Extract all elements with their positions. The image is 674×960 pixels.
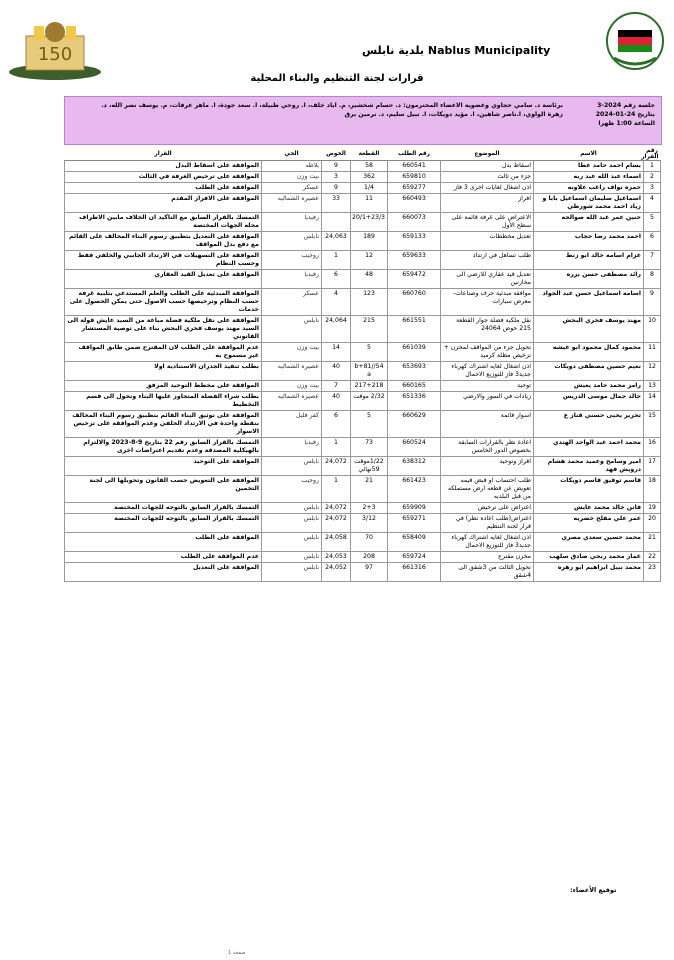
cell-subject: اسوار قائمة [441,411,534,438]
cell-idx: 22 [644,552,661,563]
cell-req: 653693 [388,362,441,381]
nablus-anniversary-logo [6,8,104,82]
cell-name: عزام اسامه خالد ابو زنط [534,251,644,270]
cell-parcel: 97 [351,563,388,582]
cell-basin: 24,063 [322,232,351,251]
cell-decision: التمسك بالقرار السابق بالتوجه للجهات المختصة [65,514,262,533]
municipality-name: بلدية نابلس Nablus Municipality [362,44,551,57]
cell-req: 659810 [388,172,441,183]
cell-subject: تعديل مخططات [441,232,534,251]
table-row [65,476,661,503]
cell-district: نابلس [262,514,322,533]
cell-decision: بطلب تنفيذ الجدران الاستنادية اولا [65,362,262,381]
cell-basin: 24,064 [322,316,351,343]
col-idx: رقم القرار [641,148,659,160]
cell-idx: 12 [644,362,661,381]
cell-name: تحرير يحيى حسني قناز ع [534,411,644,438]
cell-name: حنين عمر عبد الله صوالحه [534,213,644,232]
cell-basin: 1 [322,476,351,503]
cell-idx: 14 [644,392,661,411]
table-row [65,438,661,457]
cell-name: احمد محمد رضا حجاب [534,232,644,251]
cell-parcel: 11 [351,194,388,213]
cell-district: نابلس [262,533,322,552]
table-header-row [65,148,661,161]
table-row [65,213,661,232]
cell-name: محمد نبيل ابراهيم ابو زهره [534,563,644,582]
cell-req: 660493 [388,194,441,213]
cell-district: نابلس [262,552,322,563]
cell-subject: اسقاط بدل [441,161,534,172]
cell-basin: 24,072 [322,457,351,476]
cell-basin: 24,052 [322,563,351,582]
cell-decision: التمسك بالقرار السابق رقم 22 بتاريخ 9-8-2023 والالتزام بالهيكلية المصدقة وعدم تقديم اعتراضات اخرى [65,438,262,457]
session-number: جلسة رقم 2024-3 [597,102,655,109]
municipality-emblem [604,10,666,72]
cell-subject: اعتراض على ترخيص [441,503,534,514]
cell-parcel: 208 [351,552,388,563]
cell-subject: جزء من ثالث [441,172,534,183]
col-parcel: القطعة [351,148,388,161]
cell-basin: 40 [322,392,351,411]
cell-subject: طلب تساهل في ارتداد [441,251,534,270]
cell-req: 660073 [388,213,441,232]
cell-basin: 3 [322,172,351,183]
cell-district: نابلس [262,563,322,582]
cell-req: 661423 [388,476,441,503]
cell-basin: 4 [322,289,351,316]
cell-name: فاتن خالد محمد عايش [534,503,644,514]
cell-idx: 18 [644,476,661,503]
cell-idx: 23 [644,563,661,582]
cell-idx: 5 [644,213,661,232]
cell-parcel: 2+3 [351,503,388,514]
cell-name: محمود كمال محمود ابو عيشه [534,343,644,362]
cell-idx: 8 [644,270,661,289]
table-row [65,161,661,172]
cell-basin: 24,058 [322,533,351,552]
cell-subject: اذن اشغال لغايه اشتراك كهرباء جديد3 فاز للتوزيع الاحمال [441,362,534,381]
cell-basin: 24,053 [322,552,351,563]
cell-district: كفر قليل [262,411,322,438]
cell-req: 659133 [388,232,441,251]
cell-basin: 33 [322,194,351,213]
cell-subject: نقل ملكية فضلة جوار القطعة 215 حوض 24064 [441,316,534,343]
cell-district: روجيب [262,251,322,270]
cell-subject: موافقة مبدئية حرف وصناعات- معرض سيارات [441,289,534,316]
cell-district: رفيديا [262,438,322,457]
cell-name: قاسم توفيق قاسم دويكات [534,476,644,503]
cell-req: 660760 [388,289,441,316]
cell-parcel: 215 [351,316,388,343]
session-meta [571,101,655,128]
table-row [65,362,661,381]
table-row [65,533,661,552]
cell-basin: 6 [322,270,351,289]
table-row [65,289,661,316]
table-row [65,172,661,183]
cell-decision: الموافقة المبدئية على الطلب والعلم المستدعي بتلبية غرفة حسب النظام وترخيصها حسب الاصول حتى يمكن الحصول على خدمات [65,289,262,316]
cell-decision: عدم الموافقة على الطلب [65,552,262,563]
cell-district: نابلس [262,232,322,251]
cell-subject: اذن اشغال لغايه اشتراك كهرباء جديد3 فاز للتوزيع الاحمال [441,533,534,552]
cell-subject: تحويل جزء من المواقف لمخزن + ترخيص مظلة كرميد [441,343,534,362]
cell-req: 659724 [388,552,441,563]
cell-name: رامز محمد حامد يعيش [534,381,644,392]
session-info-box [64,96,662,145]
page-header [0,0,674,90]
cell-decision: الموافقة على نقل ملكية فضلة مباعة من السيد عايش قولة الى السيد مهند يوسف فخري البحش بناء على توصية المستشار القانوني [65,316,262,343]
cell-idx: 21 [644,533,661,552]
cell-subject: توحيد [441,381,534,392]
cell-idx: 16 [644,438,661,457]
cell-parcel: 5 [351,411,388,438]
cell-req: 658409 [388,533,441,552]
cell-parcel: 58 [351,161,388,172]
cell-name: رائد مصطفى حسن بزره [534,270,644,289]
cell-district: نابلس [262,316,322,343]
cell-decision: الموافقة على التوحيد [65,457,262,476]
cell-parcel: b+81//54 a [351,362,388,381]
table-row [65,270,661,289]
cell-req: 661316 [388,563,441,582]
decisions-table [64,148,661,582]
cell-district: عصيره الشماليه [262,194,322,213]
cell-req: 661039 [388,343,441,362]
cell-req: 659472 [388,270,441,289]
table-row [65,316,661,343]
table-row [65,183,661,194]
cell-parcel: 5 [351,343,388,362]
cell-req: 659277 [388,183,441,194]
page-title: قرارات لجنة التنظيم والبناء المحلية [250,73,424,84]
cell-decision: الموافقة على توثيق البناء القائم بتطبيق رسوم البناء المخالف بنقطة واحدة في الارتداد الخلفي وعدم الموافقة على ترخيص الاسوار [65,411,262,438]
members-line-2: زهرة الواوي، ا.ناصر شاهين، ا. مؤيد دويكات، ا. نبيل سليم، د. نرمين برق [344,111,563,118]
cell-decision: الموافقة على التسهيلات في الارتداد الجانبي والخلفي فقط وحسب النظام [65,251,262,270]
col-basin: الحوض [322,148,351,161]
cell-decision: الموافقة على الافراز المقدم [65,194,262,213]
cell-decision: الموافقة على ترخيص الغرفة في الثالث [65,172,262,183]
col-district: الحي [262,148,322,161]
cell-decision: التمسك بالقرار السابق بالتوجه للجهات المختصة [65,503,262,514]
table-row [65,381,661,392]
cell-parcel: 217+218 [351,381,388,392]
cell-decision: الموافقة على اسقاط البدل [65,161,262,172]
members-list [83,101,563,119]
cell-district: روجيب [262,476,322,503]
cell-name: عمار محمد ربحي صادق سلهب [534,552,644,563]
table-row [65,343,661,362]
cell-basin: 40 [322,362,351,381]
cell-district: نابلس [262,503,322,514]
cell-subject: طلب احتساب او قبض قيمه تعويض عن قطعه ارض مستملكه من قبل البلديه [441,476,534,503]
cell-req: 638312 [388,457,441,476]
cell-basin [322,213,351,232]
session-date: بتاريخ 24-01-2024 [595,111,655,118]
cell-district: نابلس [262,457,322,476]
cell-name: خالد جمال موسى الدريس [534,392,644,411]
cell-parcel: 21 [351,476,388,503]
cell-district: بلاطه [262,161,322,172]
cell-idx: 3 [644,183,661,194]
col-subject: الموضوع [441,148,534,161]
cell-idx: 13 [644,381,661,392]
cell-district: عسكر [262,289,322,316]
cell-req: 659271 [388,514,441,533]
cell-parcel: 362 [351,172,388,183]
cell-basin: 7 [322,381,351,392]
cell-req: 660629 [388,411,441,438]
cell-req: 659909 [388,503,441,514]
cell-name: محمد حسين سعدي مصري [534,533,644,552]
cell-subject: اعتراض(طلب اعاده نظر) في قرار لجنة التنظيم [441,514,534,533]
cell-district: بيت وزن [262,381,322,392]
cell-idx: 2 [644,172,661,183]
cell-decision: الموافقة على مخطط التوحيد المرفق [65,381,262,392]
cell-req: 660541 [388,161,441,172]
cell-basin: 24,072 [322,503,351,514]
cell-name: عمر علي مفلح خضريه [534,514,644,533]
cell-subject: اعادة نظر بالقرارات السابقة بخصوص الدور الخامس [441,438,534,457]
cell-req: 661551 [388,316,441,343]
cell-district: بيت وزن [262,172,322,183]
cell-idx: 4 [644,194,661,213]
signature-label: توقيع الأعضاء: [570,886,617,894]
cell-district: عسكر [262,183,322,194]
cell-parcel: 20/1+23/3 [351,213,388,232]
cell-req: 660165 [388,381,441,392]
cell-decision: الموافقة على الطلب [65,533,262,552]
cell-name: بسام احمد حامد عطا [534,161,644,172]
col-req: رقم الطلب [388,148,441,161]
cell-idx: 7 [644,251,661,270]
session-time: الساعة 1:00 ظهرا [598,120,655,127]
cell-decision: بطلب شراء الفضلة المتجاوز عليها البناء وتحول الى قسم التخطيط [65,392,262,411]
cell-decision: الموافقة على التعديل بتطبيق رسوم البناء المخالف على القائم مع دفع بدل المواقف [65,232,262,251]
cell-idx: 9 [644,289,661,316]
table-row [65,503,661,514]
cell-basin: 14 [322,343,351,362]
cell-decision: الموافقة على التعديل [65,563,262,582]
cell-parcel: 189 [351,232,388,251]
cell-district: عصيره الشماليه [262,362,322,381]
cell-req: 659633 [388,251,441,270]
cell-parcel: 1/22موقت 59نهائي [351,457,388,476]
cell-name: اسماء عبد الله عبد ربه [534,172,644,183]
cell-parcel: 70 [351,533,388,552]
cell-basin: 9 [322,183,351,194]
cell-subject: افراز وتوحيد [441,457,534,476]
cell-subject: اذن اشغال لغايات اخرى 3 فاز [441,183,534,194]
cell-req: 660524 [388,438,441,457]
table-row [65,232,661,251]
page-number: صفحة 1 [228,950,246,956]
table-row [65,514,661,533]
cell-parcel: 48 [351,270,388,289]
table-row [65,194,661,213]
cell-subject: زيادات في السور والارضي [441,392,534,411]
cell-idx: 20 [644,514,661,533]
cell-idx: 6 [644,232,661,251]
cell-decision: التمسك بالقرار السابق مع التاكيد ان الخلاف مابين الاطراف محله الجهات المختصة [65,213,262,232]
table-row [65,552,661,563]
cell-idx: 1 [644,161,661,172]
cell-district: عصيره الشماليه [262,392,322,411]
cell-parcel: 73 [351,438,388,457]
cell-basin: 1 [322,251,351,270]
cell-basin: 24,072 [322,514,351,533]
cell-idx: 11 [644,343,661,362]
cell-basin: 9 [322,161,351,172]
table-row [65,457,661,476]
cell-decision: الموافقة على التعويض حسب القانون وتحويلها الى لجنة التخمين [65,476,262,503]
cell-name: حمزه نواف راغب علاونه [534,183,644,194]
cell-name: امير وسامح وعميد محمد هشام درويش فهد [534,457,644,476]
cell-req: 651336 [388,392,441,411]
cell-name: محمد احمد عبد الواحد الهندي [534,438,644,457]
cell-basin: 1 [322,438,351,457]
table-row [65,411,661,438]
svg-text:150: 150 [37,44,73,65]
cell-name: اسماعيل سليمان اسماعيل بابا و زياد احمد محمد شورطي [534,194,644,213]
cell-subject: افراز [441,194,534,213]
col-name: الاسم [534,148,644,161]
cell-parcel: 123 [351,289,388,316]
cell-subject: مخزن مقترح [441,552,534,563]
cell-district: رفيديا [262,270,322,289]
cell-decision: الموافقة على تعديل القيد العقاري [65,270,262,289]
cell-district: رفيديا [262,213,322,232]
table-row [65,392,661,411]
cell-parcel: 2/32 موقت [351,392,388,411]
cell-idx: 19 [644,503,661,514]
cell-parcel: 3/12 [351,514,388,533]
cell-idx: 10 [644,316,661,343]
cell-name: مهند يوسف فخري البحش [534,316,644,343]
col-decision: القرار [65,148,262,161]
cell-name: اسامه اسماعيل حسن عبد الجواد [534,289,644,316]
cell-parcel: 1/4 [351,183,388,194]
cell-subject: الاعتراض على غرفة قائمة على سطح الأول [441,213,534,232]
cell-basin: 6 [322,411,351,438]
cell-parcel: 12 [351,251,388,270]
cell-decision: الموافقة على الطلب [65,183,262,194]
cell-idx: 15 [644,411,661,438]
members-line-1: برئاسة د. سامي حجاوي وعضوية الاعضاء المحترمون: د. حسام شخشير، م. اياد خلف، ا. روحي طبيلة، ا. سعد جودة، ا. ماهر عرفات، م. يوسف نصر الله، د. [101,102,563,109]
cell-subject: تحويل الثالث من 3شقق الى 4شقق [441,563,534,582]
cell-decision: عدم الموافقة على الطلب لان المقترح ضمن طابق المواقف غير مسموح به [65,343,262,362]
table-row [65,563,661,582]
cell-idx: 17 [644,457,661,476]
cell-name: نعيم حسين مصطفى دويكات [534,362,644,381]
table-row [65,251,661,270]
cell-district: بيت وزن [262,343,322,362]
cell-subject: تعديل قيد عقاري للارضي الى مخازنين [441,270,534,289]
